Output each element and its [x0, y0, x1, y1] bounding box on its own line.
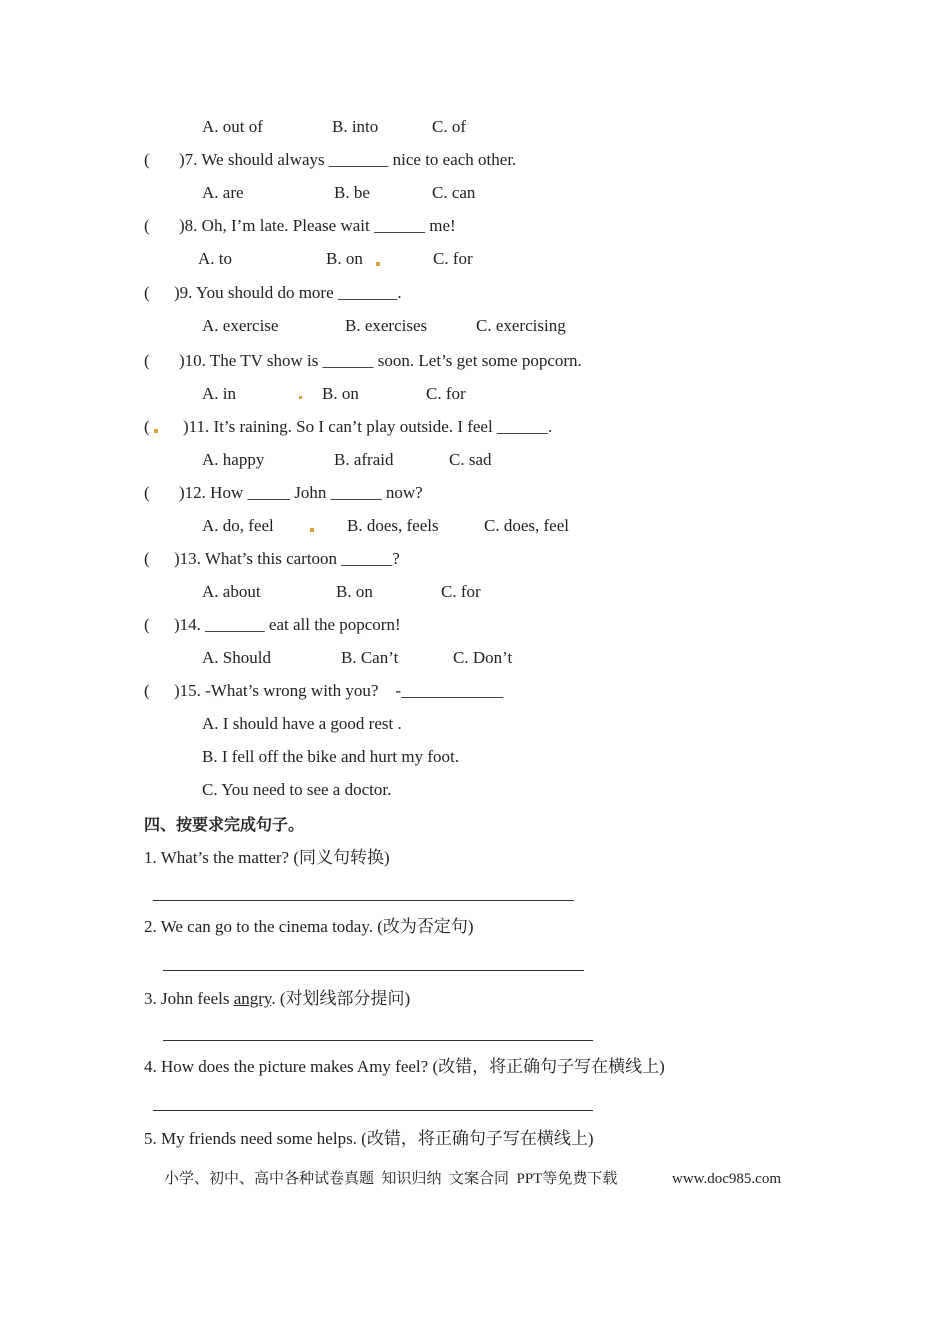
q10-option-c: C. for — [426, 384, 466, 403]
task-3-underlined-word: angry — [233, 989, 272, 1008]
q9-option-a: A. exercise — [202, 316, 279, 335]
q15-option-b: B. I fell off the bike and hurt my foot. — [202, 747, 459, 766]
q9-option-b: B. exercises — [345, 316, 428, 335]
q8-paren: ( — [144, 216, 150, 235]
q12-option-c: C. does, feel — [484, 516, 569, 535]
q14-option-b: B. Can’t — [341, 648, 399, 667]
task-2: 2. We can go to the cinema today. (改为否定句) — [144, 917, 474, 936]
q15-option-a: A. I should have a good rest . — [202, 714, 402, 733]
q11-stem: )11. It’s raining. So I can’t play outside. I feel ______. — [183, 417, 553, 436]
section-heading: 四、按要求完成句子。 — [144, 815, 305, 834]
q8-option-c: C. for — [433, 249, 473, 268]
q14-option-a: A. Should — [202, 648, 271, 667]
task-3-suffix: . (对划线部分提问) — [271, 989, 411, 1008]
q6-option-a: A. out of — [202, 117, 263, 136]
task-1: 1. What’s the matter? (同义句转换) — [144, 848, 390, 867]
q10-paren: ( — [144, 351, 150, 370]
q7-stem: )7. We should always _______ nice to each other. — [179, 150, 517, 169]
q11-option-c: C. sad — [449, 450, 492, 469]
q11-option-b: B. afraid — [334, 450, 394, 469]
answer-line-1[interactable] — [153, 900, 574, 901]
q12-stem: )12. How _____ John ______ now? — [179, 483, 423, 502]
footer-left: 小学、初中、高中各种试卷真题 知识归纳 文案合同 PPT等免费下载 — [164, 1171, 618, 1187]
task-4: 4. How does the picture makes Amy feel? (改错，将正确句子写在横线上) — [144, 1057, 665, 1076]
q13-paren: ( — [144, 549, 150, 568]
q13-option-c: C. for — [441, 582, 481, 601]
q9-paren: ( — [144, 283, 150, 302]
q10-option-b: B. on — [322, 384, 359, 403]
task-3 — [144, 989, 410, 1009]
q6-option-c: C. of — [432, 117, 466, 136]
answer-line-3[interactable] — [163, 1040, 593, 1041]
task-5: 5. My friends need some helps. (改错，将正确句子写在横线上) — [144, 1129, 594, 1148]
q8-option-b: B. on — [326, 249, 363, 268]
q15-stem: )15. -What’s wrong with you? -____________ — [174, 681, 504, 700]
q14-option-c: C. Don’t — [453, 648, 513, 667]
q14-stem: )14. _______ eat all the popcorn! — [174, 615, 401, 634]
q7-option-c: C. can — [432, 183, 476, 202]
q11-option-a: A. happy — [202, 450, 265, 469]
q13-option-a: A. about — [202, 582, 261, 601]
marker-dot — [310, 528, 314, 532]
q14-paren: ( — [144, 615, 150, 634]
q9-option-c: C. exercising — [476, 316, 566, 335]
q8-stem: )8. Oh, I’m late. Please wait ______ me! — [179, 216, 456, 235]
q12-option-b: B. does, feels — [347, 516, 439, 535]
marker-dot — [154, 429, 158, 433]
marker-dot — [299, 396, 302, 399]
q15-paren: ( — [144, 681, 150, 700]
q7-option-a: A. are — [202, 183, 244, 202]
q6-option-b: B. into — [332, 117, 379, 136]
q15-option-c: C. You need to see a doctor. — [202, 780, 392, 799]
task-3-prefix: 3. John feels — [144, 989, 234, 1008]
q8-option-a: A. to — [198, 249, 232, 268]
q13-option-b: B. on — [336, 582, 373, 601]
q9-stem: )9. You should do more _______. — [174, 283, 402, 302]
q12-paren: ( — [144, 483, 150, 502]
q7-option-b: B. be — [334, 183, 370, 202]
q12-option-a: A. do, feel — [202, 516, 274, 535]
q10-option-a: A. in — [202, 384, 236, 403]
answer-line-2[interactable] — [163, 970, 584, 971]
q11-paren: ( — [144, 417, 150, 436]
q7-paren: ( — [144, 150, 150, 169]
q10-stem: )10. The TV show is ______ soon. Let’s get some popcorn. — [179, 351, 582, 370]
footer-url[interactable]: www.doc985.com — [672, 1171, 782, 1187]
marker-dot — [376, 262, 380, 266]
answer-line-4[interactable] — [153, 1110, 593, 1111]
q13-stem: )13. What’s this cartoon ______? — [174, 549, 400, 568]
